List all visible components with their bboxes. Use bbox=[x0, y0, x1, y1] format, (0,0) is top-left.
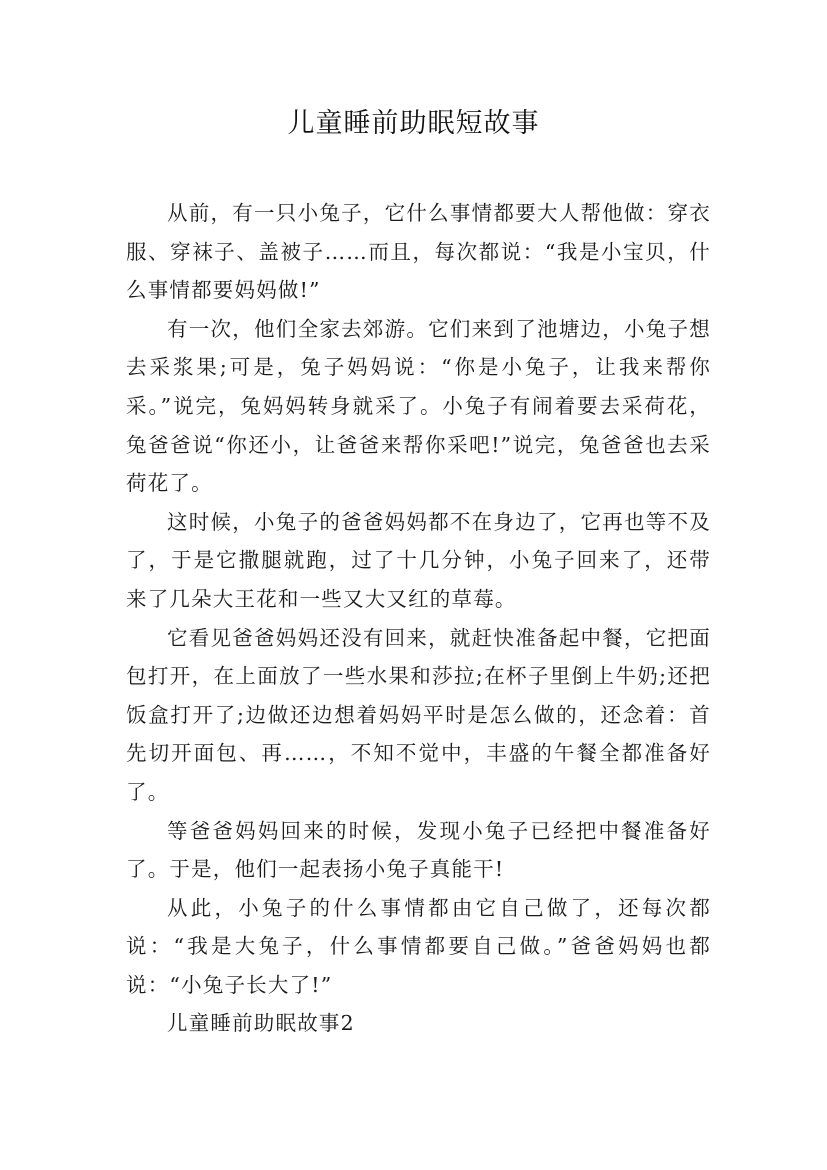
document-title: 儿童睡前助眠短故事 bbox=[287, 108, 540, 139]
paragraph: 等爸爸妈妈回来的时候，发现小兔子已经把中餐准备好了。于是，他们一起表扬小兔子真能干! bbox=[126, 818, 711, 882]
paragraph: 有一次，他们全家去郊游。它们来到了池塘边，小兔子想去采浆果;可是，兔子妈妈说：“你是小兔子，让我来帮你采。”说完，兔妈妈转身就采了。小兔子有闹着要去采荷花，兔爸爸说“你还小，让爸爸来帮你采吧!”说完，兔爸爸也去采荷花了。 bbox=[126, 316, 711, 496]
paragraph: 它看见爸爸妈妈还没有回来，就赶快准备起中餐，它把面包打开，在上面放了一些水果和莎拉;在杯子里倒上牛奶;还把饭盒打开了;边做还边想着妈妈平时是怎么做的，还念着：首先切开面包、再……，不知不觉中，丰盛的午餐全都准备好了。 bbox=[126, 625, 711, 804]
paragraph: 从前，有一只小兔子，它什么事情都要大人帮他做：穿衣服、穿袜子、盖被子……而且，每次都说：“我是小宝贝，什么事情都要妈妈做!” bbox=[126, 201, 711, 303]
section-heading: 儿童睡前助眠故事2 bbox=[167, 1011, 355, 1036]
paragraph: 这时候，小兔子的爸爸妈妈都不在身边了，它再也等不及了，于是它撒腿就跑，过了十几分钟，小兔子回来了，还带来了几朵大王花和一些又大又红的草莓。 bbox=[126, 509, 711, 611]
document-body bbox=[126, 194, 711, 1043]
paragraph: 从此，小兔子的什么事情都由它自己做了，还每次都说：“我是大兔子，什么事情都要自己做。”爸爸妈妈也都说：“小兔子长大了!” bbox=[126, 895, 711, 997]
